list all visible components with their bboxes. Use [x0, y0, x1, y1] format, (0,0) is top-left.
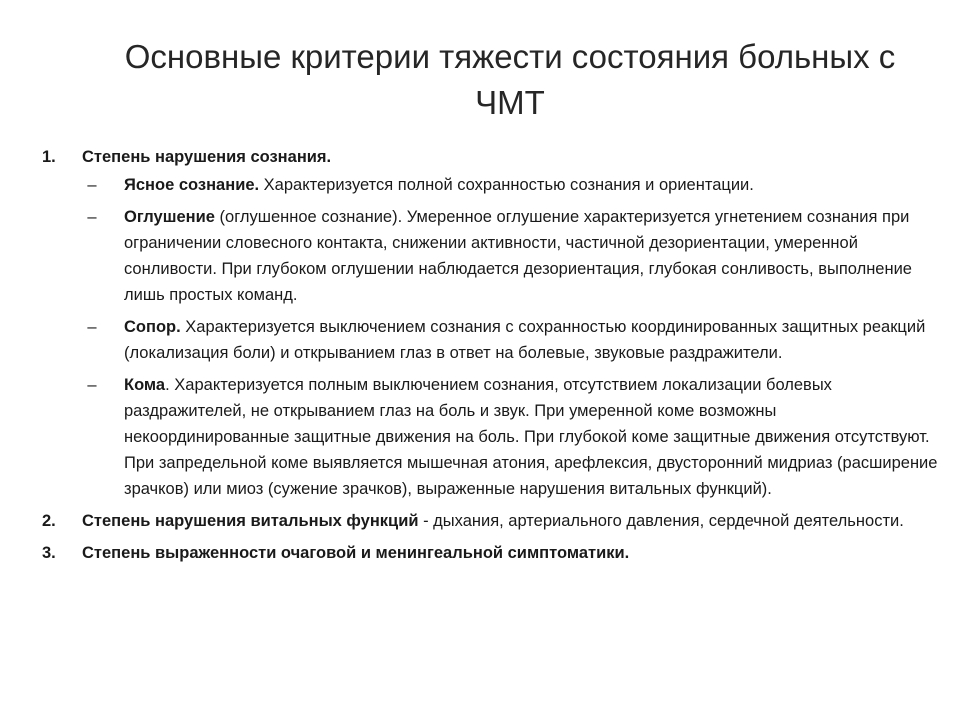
term: Оглушение [124, 208, 215, 226]
sub-item-clear-consciousness [82, 172, 940, 198]
dash-bullet: – [87, 208, 97, 226]
term: Сопор. [124, 318, 181, 336]
description: Характеризуется полной сохранностью сознания и ориентации. [259, 176, 754, 194]
list-heading: Степень нарушения витальных функций [82, 512, 419, 530]
list-item-2 [40, 508, 940, 534]
consciousness-levels [82, 172, 940, 502]
sub-item-sopor [82, 314, 940, 366]
list-number: 2. [42, 512, 56, 530]
term: Ясное сознание. [124, 176, 260, 194]
sub-item-stupefaction [82, 204, 940, 308]
dash-bullet: – [87, 176, 97, 194]
list-number: 3. [42, 544, 56, 562]
list-item-1 [40, 144, 940, 502]
term: Кома [124, 376, 166, 394]
dash-bullet: – [87, 318, 97, 336]
list-number: 1. [42, 148, 56, 166]
description: (оглушенное сознание). Умеренное оглушение характеризуется угнетением сознания при ограничении словесного контакта, снижении активности, частичной дезориентации, умеренной сонливости. При глубоком оглушении наблюдается дезориентация, глубокая сонливость, выполнение лишь простых команд. [124, 208, 912, 304]
criteria-list [40, 144, 940, 566]
list-item-3 [40, 540, 940, 566]
list-heading: Степень выраженности очаговой и менингеальной симптоматики. [82, 544, 630, 562]
description: . Характеризуется полным выключением сознания, отсутствием локализации болевых раздражителей, не открыванием глаз на боль и звук. При умеренной коме возможны некоординированные защитные движения на боль. При глубокой коме защитные движения отсутствуют. При запредельной коме выявляется мышечная атония, арефлексия, двусторонний мидриаз (расширение зрачков) или миоз (сужение зрачков), выраженные нарушения витальных функций). [124, 376, 938, 498]
description: Характеризуется выключением сознания с сохранностью координированных защитных реакций (локализация боли) и открыванием глаз в ответ на болевые, звуковые раздражители. [124, 318, 926, 362]
list-text: - дыхания, артериального давления, сердечной деятельности. [418, 512, 904, 530]
sub-item-coma [82, 372, 940, 502]
slide-title: Основные критерии тяжести состояния больных с ЧМТ [124, 38, 896, 121]
dash-bullet: – [87, 376, 97, 394]
list-heading: Степень нарушения сознания. [82, 148, 332, 166]
